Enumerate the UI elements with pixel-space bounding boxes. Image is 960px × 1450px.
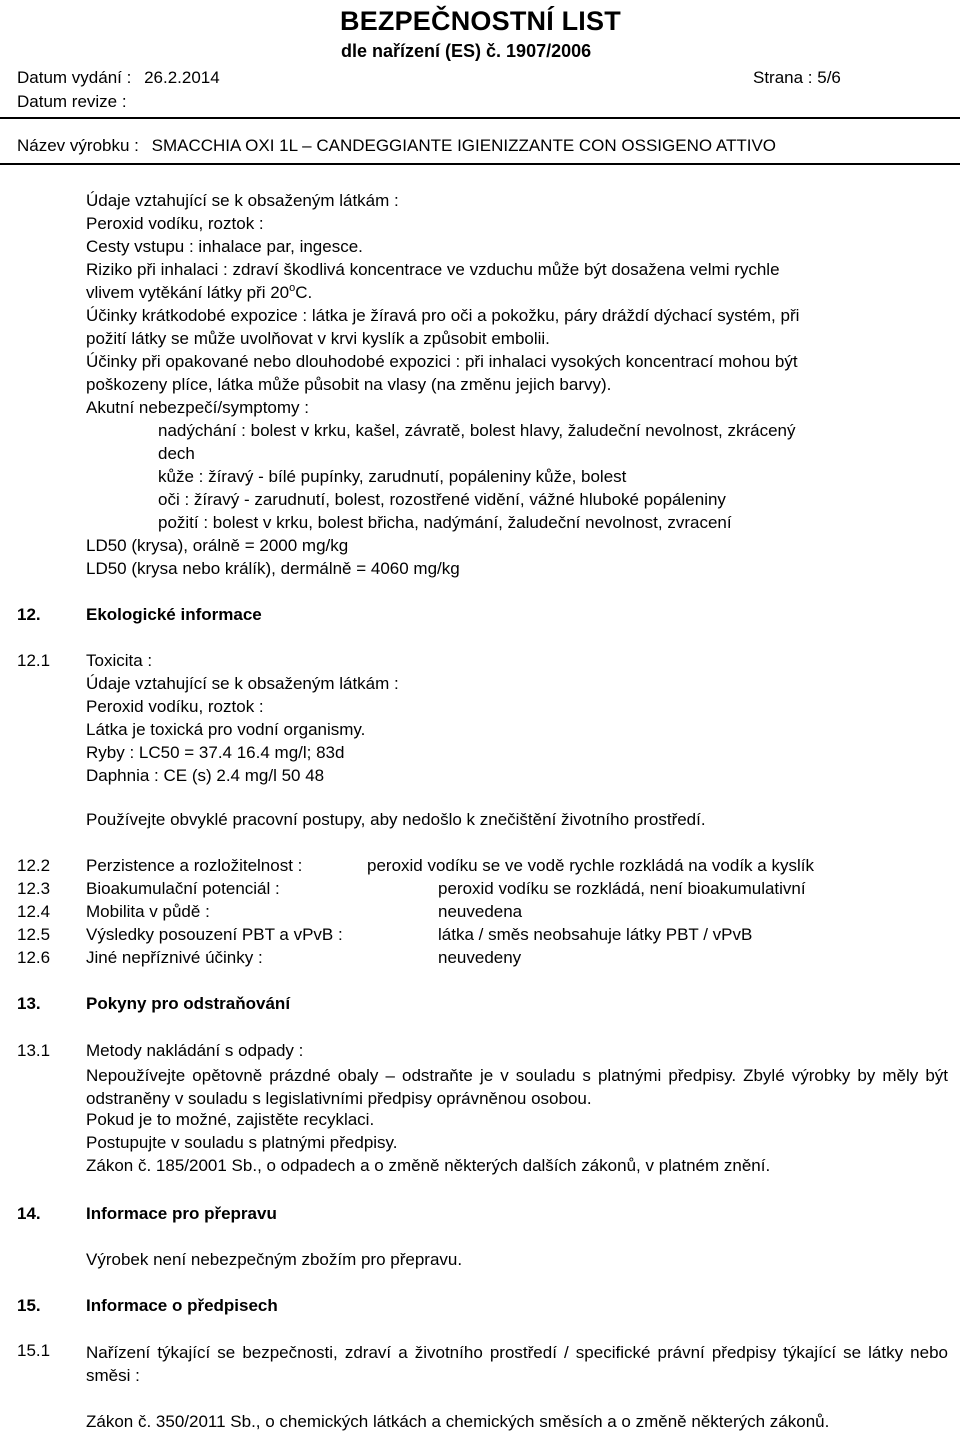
section-12-2-value: peroxid vodíku se ve vodě rychle rozkládá na vodík a kyslík <box>367 856 814 875</box>
transport-statement: Výrobek není nebezpečným zbožím pro přepravu. <box>86 1250 463 1269</box>
waste-regulations: Postupujte v souladu s platnými předpisy. <box>86 1133 398 1152</box>
section-15-1-number: 15.1 <box>17 1341 51 1360</box>
tox-substances-heading: Údaje vztahující se k obsaženým látkám : <box>86 191 399 210</box>
section-12-6-number: 12.6 <box>17 948 51 967</box>
tox-inhalation-risk-cont <box>86 283 312 303</box>
tox-symptoms-heading: Akutní nebezpečí/symptomy : <box>86 398 309 417</box>
symptom-eyes: oči : žíravý - zarudnutí, bolest, rozostřené vidění, vážné hluboké popáleniny <box>158 490 726 509</box>
section-12-6-value: neuvedeny <box>438 948 522 967</box>
symptom-skin: kůže : žíravý - bílé pupínky, zarudnutí, popáleniny kůže, bolest <box>158 467 627 486</box>
product-label: Název výrobku : <box>17 136 139 155</box>
header-divider <box>0 117 960 119</box>
symptom-inhalation: nadýchání : bolest v krku, kašel, závratě, bolest hlavy, žaludeční nevolnost, zkrácený <box>158 421 796 440</box>
symptom-ingestion: požití : bolest v krku, bolest břicha, nadýmání, žaludeční nevolnost, zvracení <box>158 513 732 532</box>
waste-recycling: Pokud je to možné, zajistěte recyklaci. <box>86 1110 375 1129</box>
section-12-3-number: 12.3 <box>17 879 51 898</box>
tox-inhalation-risk-text: vlivem vytěkání látky při 20 <box>86 283 290 302</box>
document-subtitle: dle nařízení (ES) č. 1907/2006 <box>341 41 592 61</box>
section-12-4-value: neuvedena <box>438 902 523 921</box>
section-12-title: Ekologické informace <box>86 605 262 624</box>
section-13-1-title: Metody nakládání s odpady : <box>86 1041 304 1060</box>
tox-substance-name: Peroxid vodíku, roztok : <box>86 214 264 233</box>
page-number: Strana : 5/6 <box>753 68 841 87</box>
section-12-1-number: 12.1 <box>17 651 51 670</box>
section-15-number: 15. <box>17 1296 41 1315</box>
section-12-3-value: peroxid vodíku se rozkládá, není bioakumulativní <box>438 879 806 898</box>
eco-fish-lc50: Ryby : LC50 = 37.4 16.4 mg/l; 83d <box>86 743 345 762</box>
eco-substances-heading: Údaje vztahující se k obsaženým látkám : <box>86 674 399 693</box>
product-name-row <box>17 136 776 156</box>
tox-long-term-effects-cont: poškozeny plíce, látka může působit na vlasy (na změnu jejich barvy). <box>86 375 612 394</box>
section-12-1-title: Toxicita : <box>86 651 153 670</box>
regulations-paragraph: Nařízení týkající se bezpečnosti, zdraví a životního prostředí / specifické právní předpisy týkající se látky nebo směsi : <box>86 1343 948 1385</box>
eco-advice: Používejte obvyklé pracovní postupy, aby nedošlo k znečištění životního prostředí. <box>86 810 706 829</box>
section-12-4-number: 12.4 <box>17 902 51 921</box>
eco-daphnia: Daphnia : CE (s) 2.4 mg/l 50 48 <box>86 766 325 785</box>
issue-date-row <box>17 68 220 88</box>
tox-inhalation-risk-unit: C. <box>295 283 313 302</box>
issue-date-value: 26.2.2014 <box>144 68 220 87</box>
ld50-dermal: LD50 (krysa nebo králík), dermálně = 4060 mg/kg <box>86 559 460 578</box>
section-12-3-label: Bioakumulační potenciál : <box>86 879 280 898</box>
section-14-title: Informace pro přepravu <box>86 1204 277 1223</box>
eco-substance-name: Peroxid vodíku, roztok : <box>86 697 264 716</box>
product-divider <box>0 163 960 165</box>
waste-law: Zákon č. 185/2001 Sb., o odpadech a o změně některých dalších zákonů, v platném znění. <box>86 1156 771 1175</box>
eco-aquatic-toxicity: Látka je toxická pro vodní organismy. <box>86 720 366 739</box>
waste-disposal-paragraph: Nepoužívejte opětovně prázdné obaly – odstraňte je v souladu s platnými předpisy. Zbylé výrobky by měly být odstraněny v souladu s legislativními předpisy oprávněnou osobou. <box>86 1066 948 1108</box>
tox-routes: Cesty vstupu : inhalace par, ingesce. <box>86 237 363 256</box>
section-12-5-number: 12.5 <box>17 925 51 944</box>
section-13-number: 13. <box>17 994 41 1013</box>
revision-date-label: Datum revize : <box>17 92 127 111</box>
ld50-oral: LD50 (krysa), orálně = 2000 mg/kg <box>86 536 349 555</box>
tox-short-term-effects: Účinky krátkodobé expozice : látka je žíravá pro oči a pokožku, páry dráždí dýchací systém, při <box>86 306 800 325</box>
section-15-title: Informace o předpisech <box>86 1296 278 1315</box>
degree-symbol: o <box>289 282 296 294</box>
chemical-law-paragraph: Zákon č. 350/2011 Sb., o chemických látkách a chemických směsích a o změně některých zákonů. <box>86 1412 830 1431</box>
section-12-2-label: Perzistence a rozložitelnost : <box>86 856 303 875</box>
issue-date-label: Datum vydání : <box>17 68 132 87</box>
tox-inhalation-risk: Riziko při inhalaci : zdraví škodlivá koncentrace ve vzduchu může být dosažena velmi rychle <box>86 260 780 279</box>
symptom-inhalation-cont: dech <box>158 444 195 463</box>
section-12-5-label: Výsledky posouzení PBT a vPvB : <box>86 925 343 944</box>
section-12-2-number: 12.2 <box>17 856 51 875</box>
section-12-number: 12. <box>17 605 41 624</box>
section-13-title: Pokyny pro odstraňování <box>86 994 291 1013</box>
tox-short-term-effects-cont: požití látky se může uvolňovat v krvi kyslík a způsobit embolii. <box>86 329 550 348</box>
section-13-1-number: 13.1 <box>17 1041 51 1060</box>
section-12-5-value: látka / směs neobsahuje látky PBT / vPvB <box>438 925 753 944</box>
section-12-6-label: Jiné nepříznivé účinky : <box>86 948 263 967</box>
section-14-number: 14. <box>17 1204 41 1223</box>
tox-long-term-effects: Účinky při opakované nebo dlouhodobé expozici : při inhalaci vysokých koncentrací mohou být <box>86 352 798 371</box>
section-12-4-label: Mobilita v půdě : <box>86 902 210 921</box>
product-name: SMACCHIA OXI 1L – CANDEGGIANTE IGIENIZZANTE CON OSSIGENO ATTIVO <box>151 136 777 155</box>
document-title: BEZPEČNOSTNÍ LIST <box>340 6 621 36</box>
